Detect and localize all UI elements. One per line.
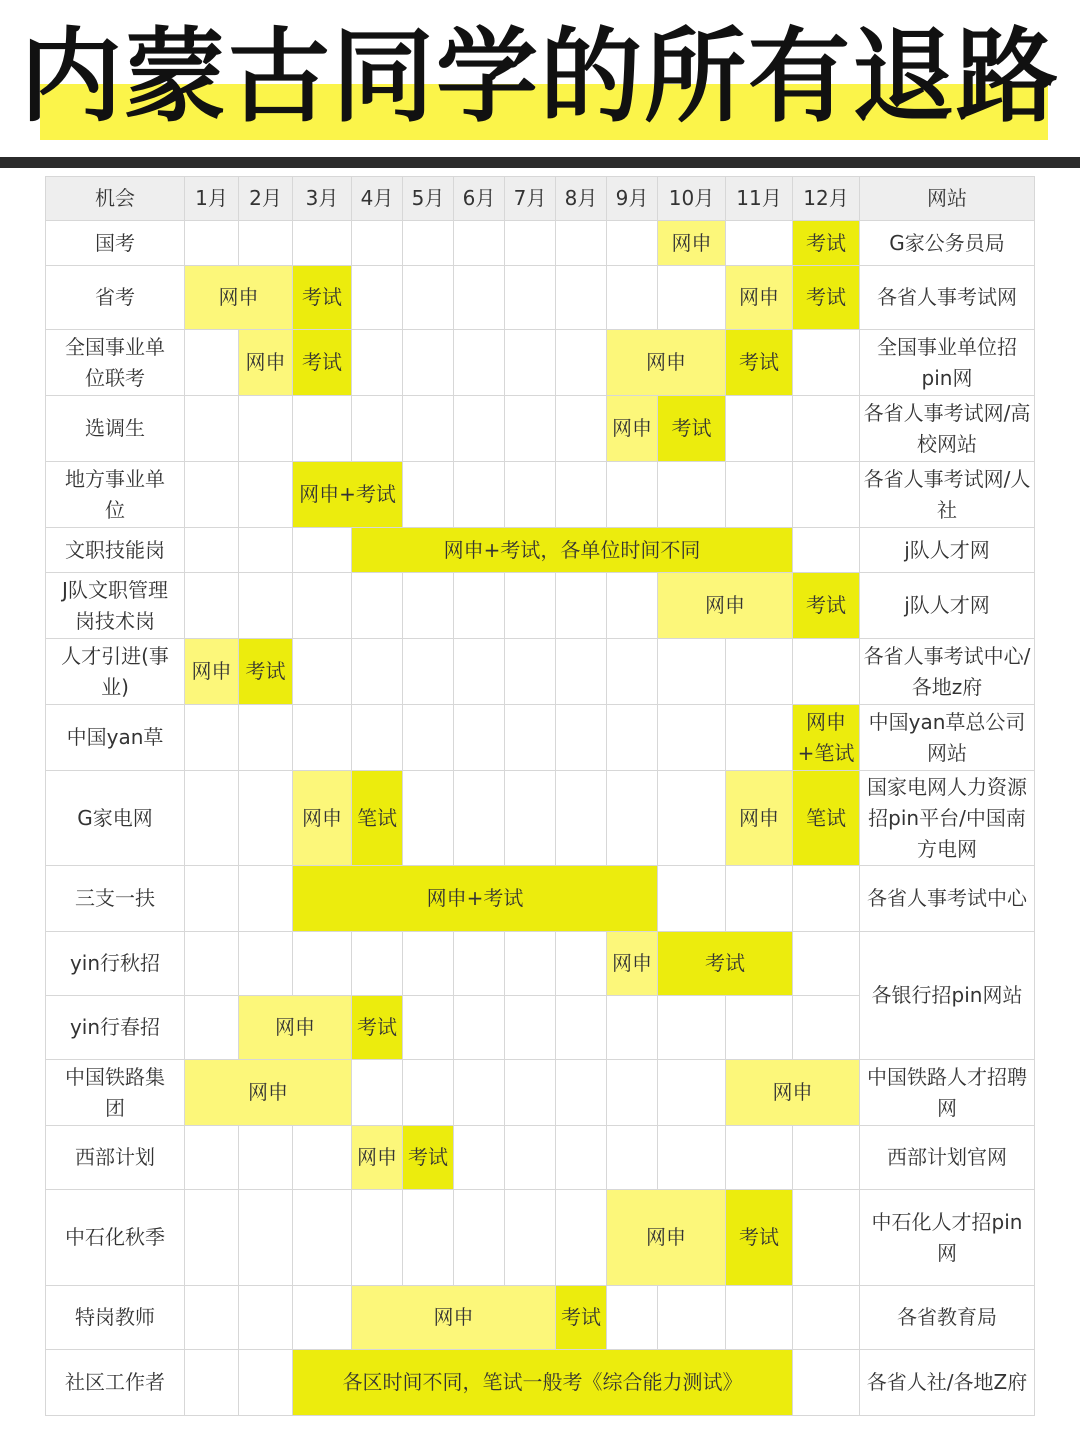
column-header: 4月 [352, 177, 403, 221]
schedule-cell: 网申+考试，各单位时间不同 [352, 528, 793, 573]
website-cell: 各银行招pin网站 [860, 932, 1035, 1060]
empty-month-cell [505, 266, 556, 330]
empty-month-cell [726, 1126, 793, 1190]
website-cell: j队人才网 [860, 573, 1035, 639]
empty-month-cell [726, 221, 793, 266]
empty-month-cell [293, 932, 352, 996]
empty-month-cell [403, 1060, 454, 1126]
empty-month-cell [607, 1126, 658, 1190]
empty-month-cell [607, 573, 658, 639]
website-cell: 各省人社/各地Z府 [860, 1350, 1035, 1416]
empty-month-cell [403, 639, 454, 705]
empty-month-cell [454, 1060, 505, 1126]
schedule-cell: 网申 [185, 1060, 352, 1126]
table-row [46, 705, 1035, 771]
empty-month-cell [556, 996, 607, 1060]
website-cell: 各省人事考试网/高校网站 [860, 396, 1035, 462]
website-cell: 全国事业单位招pin网 [860, 330, 1035, 396]
schedule-cell: 考试 [658, 932, 793, 996]
empty-month-cell [403, 330, 454, 396]
table-row [46, 221, 1035, 266]
empty-month-cell [454, 1190, 505, 1286]
empty-month-cell [293, 639, 352, 705]
empty-month-cell [607, 1286, 658, 1350]
empty-month-cell [658, 771, 726, 866]
website-cell: 中石化人才招pin网 [860, 1190, 1035, 1286]
column-header: 5月 [403, 177, 454, 221]
empty-month-cell [454, 221, 505, 266]
empty-month-cell [556, 462, 607, 528]
empty-month-cell [352, 1060, 403, 1126]
empty-month-cell [793, 932, 860, 996]
empty-month-cell [793, 639, 860, 705]
empty-month-cell [607, 705, 658, 771]
empty-month-cell [403, 1190, 454, 1286]
empty-month-cell [454, 330, 505, 396]
empty-month-cell [239, 932, 293, 996]
empty-month-cell [454, 996, 505, 1060]
column-header: 10月 [658, 177, 726, 221]
opportunity-name: 文职技能岗 [46, 528, 185, 573]
empty-month-cell [556, 573, 607, 639]
schedule-cell: 考试 [352, 996, 403, 1060]
table-row [46, 330, 1035, 396]
opportunity-name: 中国铁路集团 [46, 1060, 185, 1126]
column-header: 11月 [726, 177, 793, 221]
empty-month-cell [607, 639, 658, 705]
opportunity-name: 特岗教师 [46, 1286, 185, 1350]
empty-month-cell [607, 996, 658, 1060]
opportunity-name: 国考 [46, 221, 185, 266]
empty-month-cell [505, 330, 556, 396]
empty-month-cell [239, 866, 293, 932]
empty-month-cell [239, 462, 293, 528]
empty-month-cell [454, 705, 505, 771]
table-row [46, 932, 1035, 996]
empty-month-cell [505, 221, 556, 266]
empty-month-cell [454, 771, 505, 866]
schedule-cell: 网申+考试 [293, 866, 658, 932]
empty-month-cell [793, 1350, 860, 1416]
empty-month-cell [403, 396, 454, 462]
empty-month-cell [658, 996, 726, 1060]
empty-month-cell [352, 1190, 403, 1286]
schedule-cell: 考试 [726, 330, 793, 396]
website-cell: 中国铁路人才招聘网 [860, 1060, 1035, 1126]
schedule-cell: 网申 [607, 932, 658, 996]
empty-month-cell [793, 330, 860, 396]
empty-month-cell [793, 396, 860, 462]
empty-month-cell [185, 573, 239, 639]
empty-month-cell [726, 639, 793, 705]
opportunity-name: 选调生 [46, 396, 185, 462]
table-row [46, 528, 1035, 573]
column-header: 1月 [185, 177, 239, 221]
table-row [46, 1286, 1035, 1350]
table-row [46, 462, 1035, 528]
empty-month-cell [556, 932, 607, 996]
website-cell: 各省人事考试网/人社 [860, 462, 1035, 528]
empty-month-cell [793, 528, 860, 573]
empty-month-cell [293, 221, 352, 266]
table-row [46, 1190, 1035, 1286]
opportunity-name: 三支一扶 [46, 866, 185, 932]
empty-month-cell [793, 996, 860, 1060]
empty-month-cell [556, 639, 607, 705]
column-header: 3月 [293, 177, 352, 221]
website-cell: 各省教育局 [860, 1286, 1035, 1350]
empty-month-cell [454, 932, 505, 996]
website-cell: 西部计划官网 [860, 1126, 1035, 1190]
empty-month-cell [185, 771, 239, 866]
empty-month-cell [352, 639, 403, 705]
empty-month-cell [505, 639, 556, 705]
empty-month-cell [352, 266, 403, 330]
opportunity-name: yin行春招 [46, 996, 185, 1060]
opportunity-name: G家电网 [46, 771, 185, 866]
empty-month-cell [607, 266, 658, 330]
empty-month-cell [726, 1286, 793, 1350]
empty-month-cell [454, 639, 505, 705]
website-cell: 各省人事考试中心 [860, 866, 1035, 932]
schedule-cell: 网申+考试 [293, 462, 403, 528]
empty-month-cell [658, 266, 726, 330]
empty-month-cell [556, 705, 607, 771]
website-cell: 国家电网人力资源招pin平台/中国南方电网 [860, 771, 1035, 866]
table-row [46, 866, 1035, 932]
empty-month-cell [185, 462, 239, 528]
schedule-cell: 网申 [185, 266, 293, 330]
empty-month-cell [403, 771, 454, 866]
empty-month-cell [726, 396, 793, 462]
schedule-cell: 考试 [793, 221, 860, 266]
empty-month-cell [454, 266, 505, 330]
opportunity-name: 全国事业单位联考 [46, 330, 185, 396]
empty-month-cell [403, 462, 454, 528]
empty-month-cell [505, 396, 556, 462]
empty-month-cell [403, 705, 454, 771]
schedule-cell: 网申 [239, 996, 352, 1060]
empty-month-cell [505, 771, 556, 866]
schedule-cell: 考试 [293, 330, 352, 396]
table-row [46, 266, 1035, 330]
empty-month-cell [185, 528, 239, 573]
opportunity-name: J队文职管理岗技术岗 [46, 573, 185, 639]
empty-month-cell [793, 462, 860, 528]
empty-month-cell [793, 1126, 860, 1190]
website-cell: G家公务员局 [860, 221, 1035, 266]
empty-month-cell [726, 705, 793, 771]
schedule-cell: 网申 [726, 771, 793, 866]
empty-month-cell [726, 866, 793, 932]
empty-month-cell [352, 705, 403, 771]
empty-month-cell [505, 932, 556, 996]
schedule-cell: 网申+笔试 [793, 705, 860, 771]
empty-month-cell [505, 1190, 556, 1286]
empty-month-cell [293, 1286, 352, 1350]
opportunity-name: 省考 [46, 266, 185, 330]
empty-month-cell [352, 573, 403, 639]
empty-month-cell [293, 528, 352, 573]
empty-month-cell [556, 396, 607, 462]
title-divider [0, 157, 1080, 168]
empty-month-cell [607, 1060, 658, 1126]
empty-month-cell [239, 1350, 293, 1416]
empty-month-cell [352, 932, 403, 996]
empty-month-cell [239, 221, 293, 266]
empty-month-cell [239, 1126, 293, 1190]
empty-month-cell [239, 1190, 293, 1286]
empty-month-cell [185, 330, 239, 396]
empty-month-cell [403, 932, 454, 996]
empty-month-cell [239, 771, 293, 866]
schedule-cell: 网申 [658, 221, 726, 266]
schedule-cell: 考试 [658, 396, 726, 462]
empty-month-cell [505, 573, 556, 639]
title-banner [0, 0, 1080, 150]
empty-month-cell [726, 996, 793, 1060]
empty-month-cell [726, 462, 793, 528]
table-row [46, 1060, 1035, 1126]
empty-month-cell [505, 462, 556, 528]
schedule-cell: 笔试 [352, 771, 403, 866]
schedule-cell: 网申 [607, 1190, 726, 1286]
empty-month-cell [185, 932, 239, 996]
empty-month-cell [658, 639, 726, 705]
empty-month-cell [185, 1190, 239, 1286]
empty-month-cell [556, 266, 607, 330]
empty-month-cell [239, 705, 293, 771]
empty-month-cell [556, 221, 607, 266]
empty-month-cell [454, 462, 505, 528]
empty-month-cell [658, 705, 726, 771]
schedule-cell: 网申 [293, 771, 352, 866]
table-row [46, 1350, 1035, 1416]
empty-month-cell [658, 1286, 726, 1350]
table-row [46, 771, 1035, 866]
empty-month-cell [454, 573, 505, 639]
opportunity-name: 中石化秋季 [46, 1190, 185, 1286]
empty-month-cell [556, 1126, 607, 1190]
website-cell: 各省人事考试网 [860, 266, 1035, 330]
empty-month-cell [454, 1126, 505, 1190]
empty-month-cell [793, 1286, 860, 1350]
empty-month-cell [658, 1126, 726, 1190]
empty-month-cell [185, 396, 239, 462]
schedule-cell: 网申 [658, 573, 793, 639]
opportunity-name: 中国yan草 [46, 705, 185, 771]
schedule-cell: 网申 [185, 639, 239, 705]
column-header: 机会 [46, 177, 185, 221]
empty-month-cell [185, 996, 239, 1060]
website-cell: 各省人事考试中心/各地z府 [860, 639, 1035, 705]
schedule-cell: 考试 [556, 1286, 607, 1350]
schedule-cell: 网申 [352, 1286, 556, 1350]
schedule-cell: 网申 [726, 266, 793, 330]
empty-month-cell [607, 771, 658, 866]
opportunity-name: 西部计划 [46, 1126, 185, 1190]
empty-month-cell [505, 1126, 556, 1190]
empty-month-cell [556, 330, 607, 396]
empty-month-cell [293, 1190, 352, 1286]
schedule-cell: 网申 [607, 396, 658, 462]
schedule-cell: 网申 [607, 330, 726, 396]
empty-month-cell [505, 996, 556, 1060]
schedule-cell: 网申 [352, 1126, 403, 1190]
empty-month-cell [239, 573, 293, 639]
empty-month-cell [293, 705, 352, 771]
column-header: 9月 [607, 177, 658, 221]
empty-month-cell [556, 1060, 607, 1126]
opportunity-name: 地方事业单位 [46, 462, 185, 528]
empty-month-cell [185, 1350, 239, 1416]
column-header: 7月 [505, 177, 556, 221]
empty-month-cell [658, 866, 726, 932]
column-header: 6月 [454, 177, 505, 221]
schedule-cell: 考试 [239, 639, 293, 705]
opportunity-name: yin行秋招 [46, 932, 185, 996]
schedule-cell: 考试 [793, 266, 860, 330]
schedule-cell: 各区时间不同，笔试一般考《综合能力测试》 [293, 1350, 793, 1416]
empty-month-cell [454, 396, 505, 462]
empty-month-cell [403, 996, 454, 1060]
opportunity-name: 人才引进(事业) [46, 639, 185, 705]
empty-month-cell [658, 1060, 726, 1126]
empty-month-cell [793, 866, 860, 932]
empty-month-cell [793, 1190, 860, 1286]
table-row [46, 1126, 1035, 1190]
schedule-cell: 笔试 [793, 771, 860, 866]
empty-month-cell [658, 462, 726, 528]
empty-month-cell [505, 705, 556, 771]
page-title: 内蒙古同学的所有退路 [20, 18, 1060, 137]
column-header: 12月 [793, 177, 860, 221]
empty-month-cell [403, 573, 454, 639]
empty-month-cell [607, 462, 658, 528]
table-row [46, 396, 1035, 462]
website-cell: j队人才网 [860, 528, 1035, 573]
table-row [46, 573, 1035, 639]
column-header: 8月 [556, 177, 607, 221]
empty-month-cell [403, 221, 454, 266]
empty-month-cell [352, 396, 403, 462]
empty-month-cell [352, 330, 403, 396]
empty-month-cell [239, 1286, 293, 1350]
empty-month-cell [185, 1286, 239, 1350]
schedule-cell: 考试 [403, 1126, 454, 1190]
schedule-cell: 考试 [293, 266, 352, 330]
empty-month-cell [239, 396, 293, 462]
empty-month-cell [607, 221, 658, 266]
empty-month-cell [239, 528, 293, 573]
empty-month-cell [185, 705, 239, 771]
column-header: 2月 [239, 177, 293, 221]
schedule-cell: 网申 [239, 330, 293, 396]
column-header: 网站 [860, 177, 1035, 221]
empty-month-cell [185, 221, 239, 266]
empty-month-cell [185, 866, 239, 932]
table-row [46, 639, 1035, 705]
website-cell: 中国yan草总公司网站 [860, 705, 1035, 771]
empty-month-cell [293, 1126, 352, 1190]
schedule-table [45, 176, 1035, 1416]
schedule-cell: 考试 [726, 1190, 793, 1286]
empty-month-cell [556, 1190, 607, 1286]
empty-month-cell [403, 266, 454, 330]
empty-month-cell [505, 1060, 556, 1126]
schedule-cell: 网申 [726, 1060, 860, 1126]
opportunity-name: 社区工作者 [46, 1350, 185, 1416]
empty-month-cell [352, 221, 403, 266]
table-header-row [46, 177, 1035, 221]
empty-month-cell [293, 396, 352, 462]
schedule-cell: 考试 [793, 573, 860, 639]
empty-month-cell [556, 771, 607, 866]
empty-month-cell [185, 1126, 239, 1190]
empty-month-cell [293, 573, 352, 639]
